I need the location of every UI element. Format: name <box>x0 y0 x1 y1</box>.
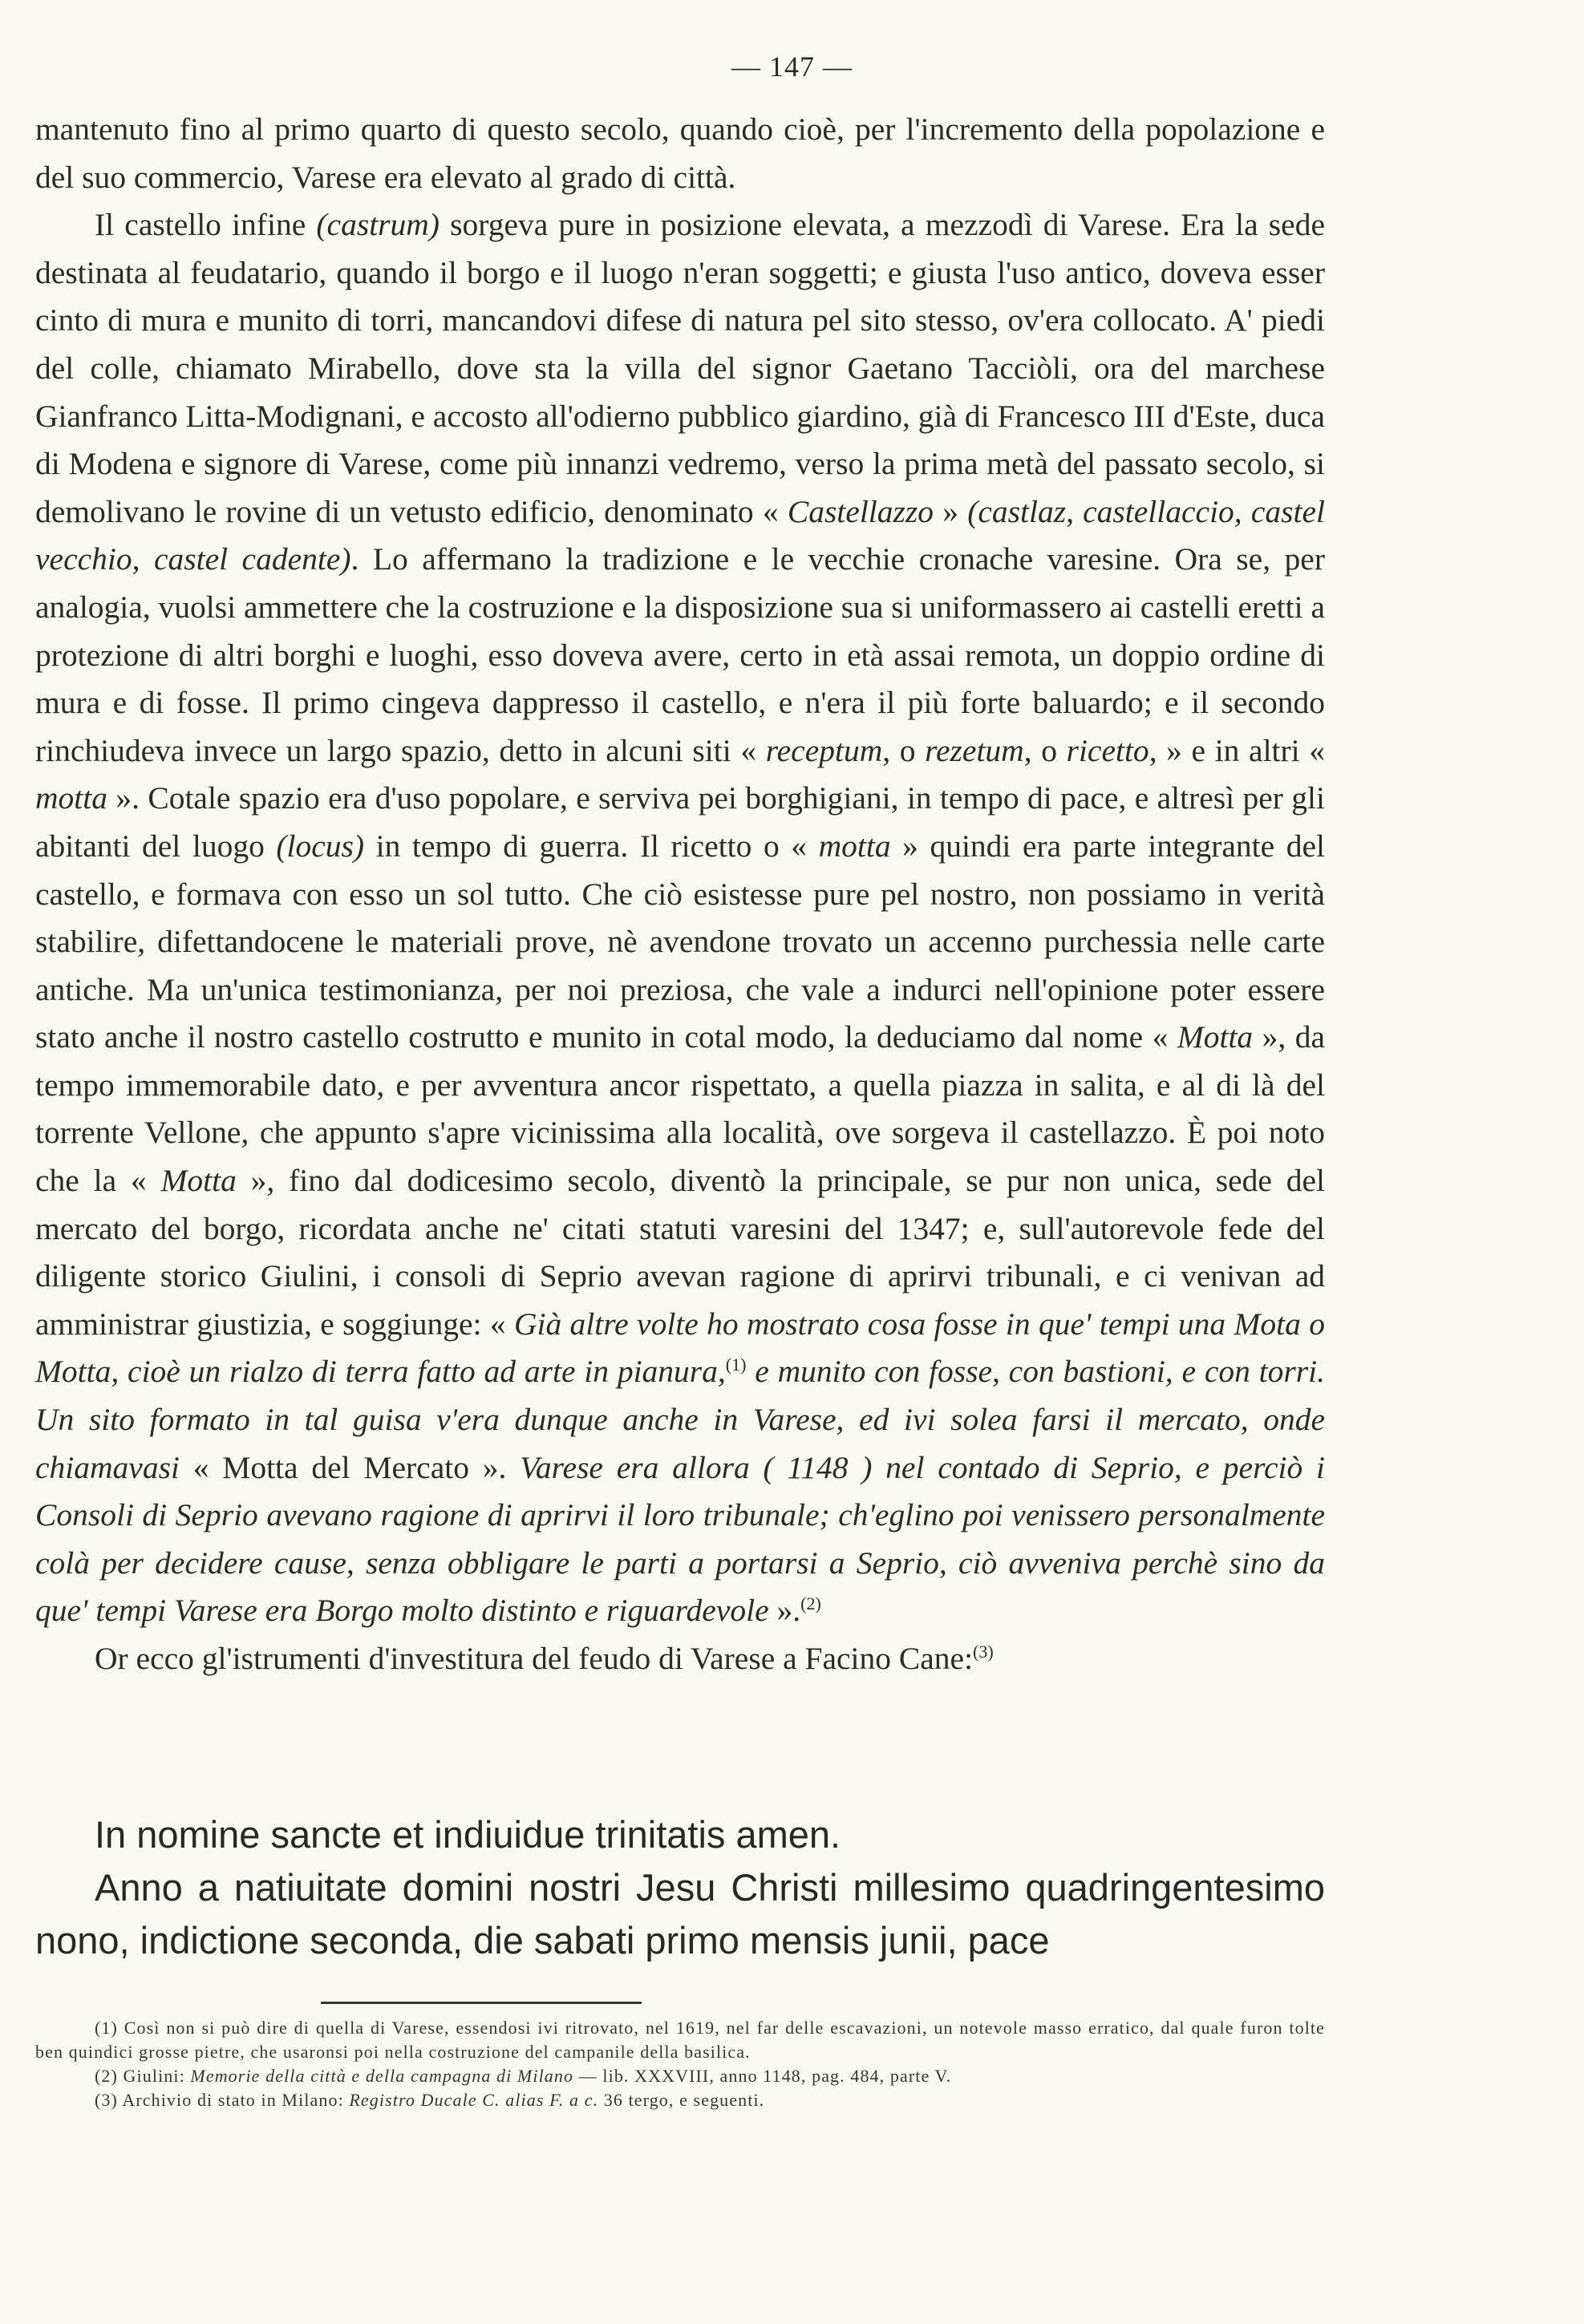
text-run <box>746 1354 755 1389</box>
latin-line: In nomine sancte et indiuidue trinitatis amen. <box>95 1813 841 1856</box>
text-run: » <box>934 493 968 529</box>
footnote-separator <box>321 2002 642 2004</box>
footnote-ref: (2) <box>800 1593 821 1614</box>
text-run: , » e in altri « <box>1149 732 1326 768</box>
paragraph <box>35 1635 1325 1683</box>
italic-text: e munito con fosse, con bastioni, e con torri. Un sito formato in tal guisa v'era dunque anche in Varese, ed ivi solea farsi il mercato, onde chiamavasi <box>35 1354 1325 1485</box>
text-run: sorgeva pure in posizione elevata, a mezzodì di Varese. Era la sede destinata al feudatario, quando il borgo e il luogo n'eran soggetti; e giusta l'uso antico, doveva esser cinto di mura e munito di torri, mancandovi difese di natura pel sito stesso, ov'era collocato. A' piedi del colle, chiamato Mirabello, dove sta la villa del signor Gaetano Tacciòli, ora del marchese Gianfranco Litta-Modignani, e accosto all'odierno pubblico giardino, già di Francesco III d'Este, duca di Modena e signore di Varese, come più innanzi vedremo, verso la prima metà del passato secolo, si demolivano le rovine di un vetusto edificio, denominato « <box>35 207 1325 529</box>
footnote <box>35 2016 1325 2064</box>
italic-text: (castlaz, castellaccio, castel vecchio, castel cadente) <box>35 493 1326 577</box>
italic-text: (locus) <box>276 828 365 864</box>
italic-text: Castellazzo <box>787 493 934 529</box>
text-run: ». <box>768 1593 801 1629</box>
text-run: (2) Giulini: <box>95 2066 191 2086</box>
main-text <box>35 106 1325 1683</box>
text-run: ». Cotale spazio era d'uso popolare, e serviva pei borghigiani, in tempo di pace, e altresì per gli abitanti del luogo <box>35 780 1325 864</box>
italic-text: ricetto <box>1066 732 1149 768</box>
paragraph <box>35 106 1325 201</box>
footnotes <box>35 2016 1325 2112</box>
paragraph <box>35 201 1325 1635</box>
text-run: », da tempo immemorabile dato, e per avventura ancor rispettato, a quella piazza in salita, e al di là del torrente Vellone, che appunto s'apre vicinissima alla località, ove sorgeva il castellazzo. È poi noto che la « <box>35 1019 1325 1199</box>
latin-document-text <box>35 1808 1325 1967</box>
page-number: — 147 — <box>731 51 853 83</box>
text-run: , o <box>882 732 926 768</box>
italic-text: Motta <box>1177 1019 1254 1055</box>
latin-line: Anno a natiuitate domini nostri Jesu Christi millesimo quadringentesimo nono, indictione seconda, die sabati primo mensis junii, pace <box>35 1866 1325 1962</box>
text-run: », fino dal dodicesimo secolo, diventò la principale, se pur non unica, sede del mercato del borgo, ricordata anche ne' citati statuti varesini del 1347; e, sull'autorevole fede del diligente storico Giulini, i consoli di Seprio avevan ragione di aprirvi tribunali, e ci venivan ad amministrar giustizia, e soggiunge: « <box>35 1163 1325 1342</box>
footnote <box>35 2088 1325 2112</box>
italic-text: Registro Ducale C. alias F. a c. <box>349 2090 599 2110</box>
italic-text: Già altre volte ho mostrato cosa fosse in que' tempi una Mota o Motta, cioè un rialzo di terra fatto ad arte in pianura, <box>35 1306 1325 1390</box>
footnote <box>35 2064 1325 2088</box>
text-run: 36 tergo, e seguenti. <box>598 2090 765 2110</box>
text-run: Il castello infine <box>95 207 317 243</box>
footnote-ref: (1) <box>725 1354 747 1375</box>
text-run: (1) Così non si può dire di quella di Varese, essendosi ivi ritrovato, nel 1619, nel far delle escavazioni, un notevole masso erratico, dal quale furon tolte ben quindici grosse pietre, che usaronsi poi nella costruzione del campanile della basilica. <box>35 2018 1325 2062</box>
text-run: mantenuto fino al primo quarto di questo secolo, quando cioè, per l'incremento della popolazione e del suo commercio, Varese era elevato al grado di città. <box>35 111 1325 195</box>
italic-text: motta <box>35 780 107 816</box>
text-run: (3) Archivio di stato in Milano: <box>95 2090 350 2110</box>
text-run: — lib. XXXVIII, anno 1148, pag. 484, parte V. <box>573 2066 952 2086</box>
text-run: , o <box>1023 732 1067 768</box>
text-run: « Motta del Mercato ». <box>179 1449 521 1485</box>
italic-text: receptum <box>765 732 883 768</box>
italic-text: motta <box>818 828 891 864</box>
italic-text: (castrum) <box>316 207 440 243</box>
text-run: Or ecco gl'istrumenti d'investitura del feudo di Varese a Facino Cane: <box>95 1641 974 1676</box>
italic-text: Memorie della città e della campagna di Milano <box>190 2066 574 2086</box>
footnote-ref: (3) <box>973 1642 994 1662</box>
italic-text: Motta <box>160 1163 237 1199</box>
italic-text: rezetum <box>925 732 1024 768</box>
text-run: » quindi era parte integrante del castello, e formava con esso un sol tutto. Che ciò esistesse pure pel nostro, non possiamo in verità stabilire, difettandocene le materiali prove, nè avendone trovato un accenno purchessia nelle carte antiche. Ma un'unica testimonianza, per noi preziosa, che vale a indurci nell'opinione poter essere stato anche il nostro castello costrutto e munito in cotal modo, la deduciamo dal nome « <box>35 828 1325 1055</box>
text-run: . Lo affermano la tradizione e le vecchie cronache varesine. Ora se, per analogia, vuolsi ammettere che la costruzione e la disposizione sua si uniformassero ai castelli eretti a protezione di altri borghi e luoghi, esso doveva avere, certo in età assai remota, un doppio ordine di mura e di fosse. Il primo cingeva dappresso il castello, e n'era il più forte baluardo; e il secondo rinchiudeva invece un largo spazio, detto in alcuni siti « <box>35 541 1325 768</box>
italic-text: Varese era allora ( 1148 ) nel contado di Seprio, e perciò i Consoli di Seprio avevano ragione di aprirvi il loro tribunale; ch'eglino poi venissero personalmente colà per decidere cause, senza obbligare le parti a portarsi a Seprio, ciò avveniva perchè sino da que' tempi Varese era Borgo molto distinto e riguardevole <box>35 1449 1325 1629</box>
text-run: in tempo di guerra. Il ricetto o « <box>364 828 819 864</box>
